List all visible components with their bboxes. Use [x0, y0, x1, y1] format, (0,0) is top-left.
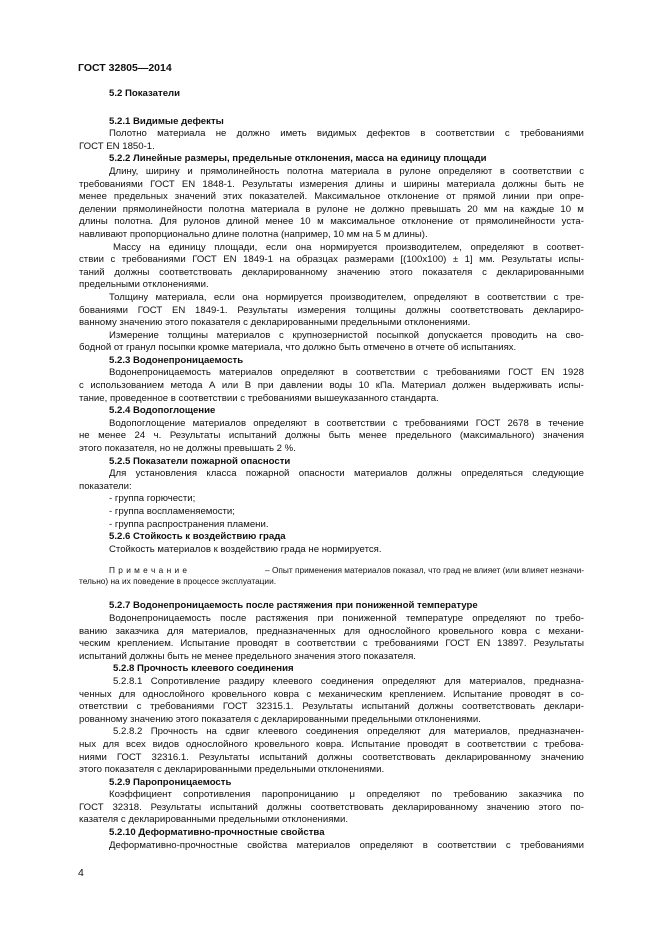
text-line: рованному значению этого показателя с декларированными предельными отклонениями. — [79, 713, 481, 725]
text-line: Измерение толщины материалов с крупнозернистой посыпкой допускается проводить на сво- — [109, 329, 584, 341]
text-line: Для установления класса пожарной опасности материалов должны определяться следующие — [109, 468, 584, 480]
subsection-title-5-2-3: 5.2.3 Водонепроницаемость — [109, 354, 244, 366]
text-line: требованиями ГОСТ EN 1848-1. Результаты измерения длины и ширины материала должны быть не — [79, 178, 584, 190]
text-line: предельными отклонениями. — [79, 279, 209, 291]
list-item: - группа распространения пламени. — [109, 518, 269, 530]
text-line: ниями ГОСТ 32316.1. Результаты испытаний должны соответствовать декларированному значению — [79, 751, 584, 763]
text-line: Стойкость материалов к воздействию града не нормируется. — [109, 543, 382, 555]
text-line: 5.2.8.2 Прочность на сдвиг клеевого соединения определяют для материалов, предназначен- — [113, 726, 584, 738]
text-line: Водонепроницаемость после растяжения при пониженной температуре определяют по требо- — [109, 612, 584, 624]
text-line: не менее 24 ч. Результаты испытаний должны быть менее предельного (максимального) значения — [79, 430, 584, 442]
document-body — [79, 88, 584, 852]
subsection-title-5-2-8: 5.2.8 Прочность клеевого соединения — [113, 663, 294, 675]
text-line: Длину, ширину и прямолинейность полотна материала в рулоне определяют в соответствии с — [109, 165, 584, 177]
subsection-title-5-2-9: 5.2.9 Паропроницаемость — [109, 776, 232, 788]
subsection-title-5-2-6: 5.2.6 Стойкость к воздействию града — [109, 531, 286, 543]
text-line: бованиями ГОСТ EN 1849-1. Результаты измерения толщины должны соответствовать деклариро- — [79, 304, 584, 316]
text-line: ванному значению этого показателя с декларированными предельными отклонениями. — [79, 317, 471, 329]
subsection-title-5-2-1: 5.2.1 Видимые дефекты — [109, 115, 224, 127]
subsection-title-5-2-2: 5.2.2 Линейные размеры, предельные отклонения, масса на единицу площади — [109, 153, 487, 165]
list-item: - группа воспламеняемости; — [109, 506, 235, 517]
text-line: этого показателя с декларированными предельными отклонениями. — [79, 764, 385, 776]
text-line: Толщину материала, если она нормируется производителем, определяют в соответствии с тре- — [109, 291, 584, 303]
section-title: 5.2 Показатели — [109, 88, 181, 99]
page-number: 4 — [78, 867, 84, 879]
text-line: делении прямолинейности полотна материала в рулоне не должно превышать 20 мм на каждые 10 м — [79, 203, 584, 215]
text-line: навливают пропорционально длине полотна (например, 10 мм на 5 м длины). — [79, 228, 428, 240]
note-text: – Опыт применения материалов показал, что град не влияет (или влияет незначи- — [265, 565, 584, 576]
text-line: Коэффициент сопротивления паропроницанию μ определяют по требованию заказчика по — [109, 789, 584, 801]
text-line: с использованием метода A или B при давлении воды 10 кПа. Материал должен выдерживать испы- — [79, 380, 584, 392]
standard-header: ГОСТ 32805—2014 — [78, 62, 172, 74]
subsection-title-5-2-4: 5.2.4 Водопоглощение — [109, 405, 216, 417]
text-line: ческим креплением. Испытание проводят в соответствии с требованиями ГОСТ EN 13897. Результаты — [79, 638, 584, 650]
text-line: Водопоглощение материалов определяют в соответствии с требованиями ГОСТ 2678 в течение — [109, 417, 584, 429]
text-line: Полотно материала не должно иметь видимых дефектов в соответствии с требованиями — [109, 128, 584, 140]
text-line: ченных для однослойного кровельного ковра с механическим креплением. Испытание проводят в со- — [79, 688, 584, 700]
subsection-title-5-2-7: 5.2.7 Водонепроницаемость после растяжения при пониженной температуре — [109, 600, 478, 612]
text-line: бодной от гранул посыпки кромке материала, что должно быть отмечено в отчете об испытаниях. — [79, 342, 517, 354]
text-line: ных для всех видов однослойного кровельного ковра. Испытание проводят в соответствии с требова- — [79, 738, 584, 750]
text-line: ванию заказчика для материалов, предназначенных для однослойного кровельного ковра с механи- — [79, 625, 584, 637]
text-line: ГОСТ EN 1850-1. — [79, 140, 155, 152]
text-line: Водонепроницаемость материалов определяют в соответствии с требованиями ГОСТ EN 1928 — [109, 367, 584, 379]
text-line: ответствии с требованиями ГОСТ 32315.1. Результаты испытаний должны соответствовать деклари- — [79, 701, 584, 713]
text-line: ствии с требованиями ГОСТ EN 1849-1 на образцах размерами [(100x100) ± 1] мм. Результаты испы- — [79, 254, 584, 266]
note-text: тельно) на их поведение в процессе эксплуатации. — [79, 576, 277, 587]
text-line: ГОСТ 32318. Результаты испытаний должны соответствовать декларированному значению этого по- — [79, 801, 584, 813]
text-line: казателя с декларированными предельными отклонениями. — [79, 814, 349, 826]
text-line: менее предельных значений этих показателей. Максимальное отклонение от прямой линии при опре- — [79, 191, 584, 203]
list-item: - группа горючести; — [109, 493, 196, 505]
subsection-title-5-2-10: 5.2.10 Деформативно-прочностные свойства — [109, 827, 325, 839]
subsection-title-5-2-5: 5.2.5 Показатели пожарной опасности — [109, 455, 291, 467]
text-line: Деформативно-прочностные свойства материалов определяют в соответствии с требованиями — [109, 839, 584, 851]
text-line: тание, проведенное в соответствии с требованиями вышеуказанного стандарта. — [79, 392, 439, 404]
text-line: этого показателя, но не должны превышать 2 %. — [79, 443, 296, 455]
text-line: Массу на единицу площади, если она нормируется производителем, определяют в соответ- — [113, 241, 584, 253]
note-label: П р и м е ч а н и е — [109, 565, 188, 576]
text-line: испытаний должны быть не менее предельного значения этого показателя. — [79, 650, 416, 662]
text-line: длины полотна. Для рулонов длиной менее 10 м максимальное отклонение от прямолинейности уста- — [79, 216, 584, 228]
text-line: показатели: — [79, 480, 132, 492]
text-line: 5.2.8.1 Сопротивление раздиру клеевого соединения определяют для материалов, предназна- — [113, 675, 584, 687]
text-line: таний должны соответствовать декларированному значению этого показателя с декларированными — [79, 266, 584, 278]
note-block — [79, 565, 584, 576]
